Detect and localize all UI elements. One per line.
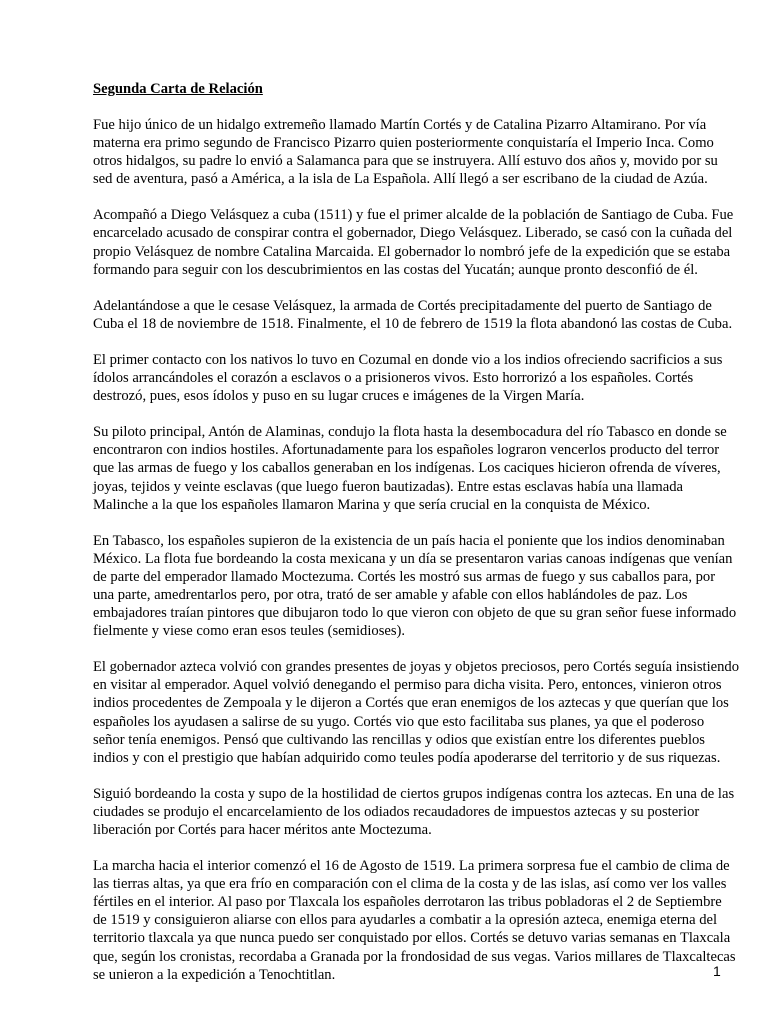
paragraph-4 bbox=[93, 351, 733, 405]
paragraph-7 bbox=[93, 658, 740, 767]
paragraph-5 bbox=[93, 423, 733, 513]
text-line: destrozó, pues, esos ídolos y puso en su lugar cruces e imágenes de la Virgen María. bbox=[93, 388, 585, 405]
text-line: La marcha hacia el interior comenzó el 16 de Agosto de 1519. La primera sorpresa fue el cambio de clima de bbox=[93, 858, 730, 875]
paragraph-8 bbox=[93, 785, 733, 839]
paragraph-2 bbox=[93, 206, 733, 278]
text-line: una parte, amedrentarlos pero, por otra, trató de ser amable y afable con ellos hablándoles de paz. Los bbox=[93, 586, 688, 603]
text-line: ídolos arrancándoles el corazón a esclavos o a prisioneros vivos. Esto horrorizó a los españoles. Cortés bbox=[93, 370, 694, 387]
text-line: Adelantándose a que le cesase Velásquez, la armada de Cortés precipitadamente del puerto de Santiago de bbox=[93, 297, 712, 314]
text-line: fielmente y viese como eran esos teules (semidioses). bbox=[93, 623, 406, 640]
text-line: Siguió bordeando la costa y supo de la hostilidad de ciertos grupos indígenas contra los aztecas. En una de las bbox=[93, 785, 735, 802]
text-line: Acompañó a Diego Velásquez a cuba (1511) y fue el primer alcalde de la población de Santiago de Cuba. Fue bbox=[93, 207, 734, 224]
text-line: Malinche a la que los españoles llamaron Marina y que sería crucial en la conquista de México. bbox=[93, 496, 651, 513]
document-page bbox=[93, 80, 740, 1002]
text-line: liberación por Cortés para hacer méritos ante Moctezuma. bbox=[93, 822, 432, 838]
text-line: fértiles en el interior. Al paso por Tlaxcala los españoles derrotaron las tribus pobladoras el 2 de Septiembre bbox=[93, 894, 722, 911]
text-line: de 1519 y consiguieron aliarse con ellos para ayudarles a combatir a la opresión azteca, enemiga eterna del bbox=[93, 912, 718, 929]
document-title: Segunda Carta de Relación bbox=[93, 81, 263, 97]
text-line: En Tabasco, los españoles supieron de la existencia de un país hacia el poniente que los indios denominaban bbox=[93, 532, 725, 549]
text-line: españoles los ayudasen a salirse de su yugo. Cortés vio que esto facilitaba sus planes, ya que el poderoso bbox=[93, 713, 705, 730]
text-line: México. La flota fue bordeando la costa mexicana y un día se presentaron varias canoas indígenas que venían bbox=[93, 550, 733, 567]
text-line: embajadores traían pintores que dibujaron todo lo que vieron con objeto de que su gran señor fuese informado bbox=[93, 605, 737, 622]
text-line: sed de aventura, pasó a América, a la isla de La Española. Allí llegó a ser escribano de la ciudad de Azúa. bbox=[93, 171, 708, 188]
paragraph-3 bbox=[93, 297, 733, 333]
text-line: Su piloto principal, Antón de Alaminas, condujo la flota hasta la desembocadura del río Tabasco en donde se bbox=[93, 424, 727, 441]
text-line: Cuba el 18 de noviembre de 1518. Finalmente, el 10 de febrero de 1519 la flota abandonó las costas de Cuba. bbox=[93, 315, 733, 332]
text-line: en visitar al emperador. Aquel volvió denegando el permiso para dicha visita. Pero, entonces, vinieron otros bbox=[93, 677, 722, 694]
text-line: que, según los cronistas, recordaba a Granada por la frondosidad de sus vegas. Varios millares de Tlaxcaltecas bbox=[93, 948, 736, 965]
text-line: se unieron a la expedición a Tenochtitlan. bbox=[93, 966, 336, 983]
page-number: 1 bbox=[713, 963, 721, 979]
paragraph-6 bbox=[93, 532, 737, 641]
text-line: indios y con el prestigio que habían adquirido como teules podía apoderarse del territorio y de sus riquezas. bbox=[93, 749, 721, 766]
text-line: las tierras altas, ya que era frío en comparación con el clima de la costa y de las islas, así como ver los valles bbox=[93, 876, 727, 893]
text-line: Fue hijo único de un hidalgo extremeño llamado Martín Cortés y de Catalina Pizarro Altamirano. Por vía bbox=[93, 117, 707, 133]
text-line: señor tenía enemigos. Pensó que cultivando las rencillas y odios que existían entre los diferentes pueblos bbox=[93, 731, 705, 748]
paragraph-1 bbox=[93, 116, 733, 188]
text-line: materna era primo segundo de Francisco Pizarro quien posteriormente conquistaría el Imperio Inca. Como bbox=[93, 135, 714, 152]
text-line: encarcelado acusado de conspirar contra el gobernador, Diego Velásquez. Liberado, se casó con la cuñada del bbox=[93, 225, 733, 242]
paragraph-9 bbox=[93, 857, 736, 984]
text-line: El gobernador azteca volvió con grandes presentes de joyas y objetos preciosos, pero Cortés seguía insistiendo bbox=[93, 659, 740, 676]
text-line: que las armas de fuego y los caballos generaban en los indígenas. Los caciques hicieron ofrenda de víveres, bbox=[93, 460, 721, 477]
text-line: El primer contacto con los nativos lo tuvo en Cozumal en donde vio a los indios ofreciendo sacrificios a sus bbox=[93, 351, 723, 368]
text-line: formando para seguir con los descubrimientos en las costas del Yucatán; aunque pronto desconfió de él. bbox=[93, 261, 698, 278]
text-line: joyas, tejidos y veinte esclavas (que luego fueron bautizadas). Entre estas esclavas había una llamada bbox=[93, 478, 684, 495]
text-line: encontraron con indios hostiles. Afortunadamente para los españoles lograron vencerlos producto del terror bbox=[93, 442, 720, 459]
text-line: indios procedentes de Zempoala y le dijeron a Cortés que eran enemigos de los aztecas y que querían que los bbox=[93, 695, 729, 712]
text-line: propio Velásquez de nombre Catalina Marcaida. El gobernador lo nombró jefe de la expedición que se estaba bbox=[93, 243, 731, 260]
text-line: otros hidalgos, su padre lo envió a Salamanca para que se instruyera. Allí estuvo dos años y, movido por su bbox=[93, 153, 718, 170]
text-line: ciudades se produjo el encarcelamiento de los odiados recaudadores de impuestos aztecas y su posterior bbox=[93, 803, 700, 820]
text-line: territorio tlaxcala ya que nunca puedo ser conquistado por ellos. Cortés se detuvo varias semanas en Tlaxcala bbox=[93, 930, 731, 947]
text-line: de parte del emperador llamado Moctezuma. Cortés les mostró sus armas de fuego y sus caballos para, por bbox=[93, 568, 716, 585]
